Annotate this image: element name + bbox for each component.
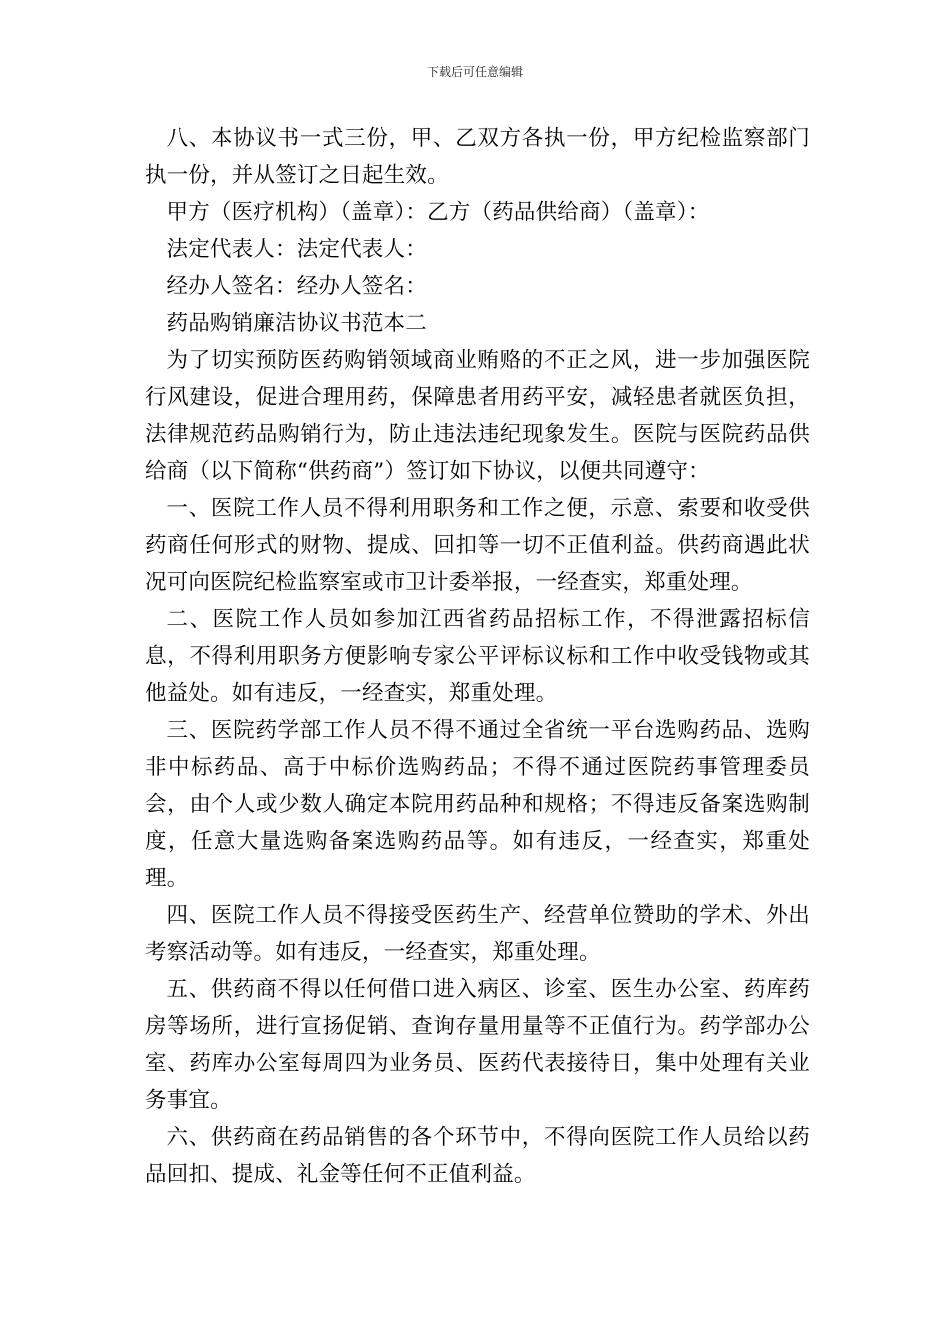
paragraph-handler-signatures: 经办人签名：经办人签名： <box>166 274 427 299</box>
page-header: 下载后可任意编辑 <box>426 65 523 79</box>
paragraph-clause-8: 八、本协议书一式三份，甲、乙双方各执一份，甲方纪检监察部门执一份，并从签订之日起生效。 <box>145 126 810 188</box>
document-body <box>145 120 810 1193</box>
paragraph-clause-5: 五、供药商不得以任何借口进入病区、诊室、医生办公室、药库药房等场所，进行宣扬促销、查询存量用量等不正值行为。药学部办公室、药库办公室每周四为业务员、医药代表接待日，集中处理有关业务事宜。 <box>145 977 810 1113</box>
paragraph-clause-2: 二、医院工作人员如参加江西省药品招标工作，不得泄露招标信息，不得利用职务方便影响专家公平评标议标和工作中收受钱物或其他益处。如有违反，一经查实，郑重处理。 <box>145 607 810 706</box>
paragraph-clause-4: 四、医院工作人员不得接受医药生产、经营单位赞助的学术、外出考察活动等。如有违反，一经查实，郑重处理。 <box>145 903 810 965</box>
paragraph-clause-3: 三、医院药学部工作人员不得不通过全省统一平台选购药品、选购非中标药品、高于中标价选购药品；不得不通过医院药事管理委员会，由个人或少数人确定本院用药品种和规格；不得违反备案选购制度，任意大量选购备案选购药品等。如有违反，一经查实，郑重处理。 <box>145 718 810 891</box>
paragraph-clause-1: 一、医院工作人员不得利用职务和工作之便，示意、索要和收受供药商任何形式的财物、提成、回扣等一切不正值利益。供药商遇此状况可向医院纪检监察室或市卫计委举报，一经查实，郑重处理。 <box>145 496 810 595</box>
section-title-template-2: 药品购销廉洁协议书范本二 <box>166 311 427 336</box>
paragraph-party-seals: 甲方（医疗机构）（盖章）：乙方（药品供给商）（盖章）： <box>166 200 710 225</box>
paragraph-clause-6: 六、供药商在药品销售的各个环节中，不得向医院工作人员给以药品回扣、提成、礼金等任何不正值利益。 <box>145 1125 810 1187</box>
paragraph-preamble: 为了切实预防医药购销领域商业贿赂的不正之风，进一步加强医院行风建设，促进合理用药，保障患者用药平安，减轻患者就医负担，法律规范药品购销行为，防止违法违纪现象发生。医院与医院药品供给商（以下简称“供药商”）签订如下协议，以便共同遵守： <box>145 348 810 484</box>
paragraph-legal-representatives: 法定代表人：法定代表人： <box>166 237 427 262</box>
